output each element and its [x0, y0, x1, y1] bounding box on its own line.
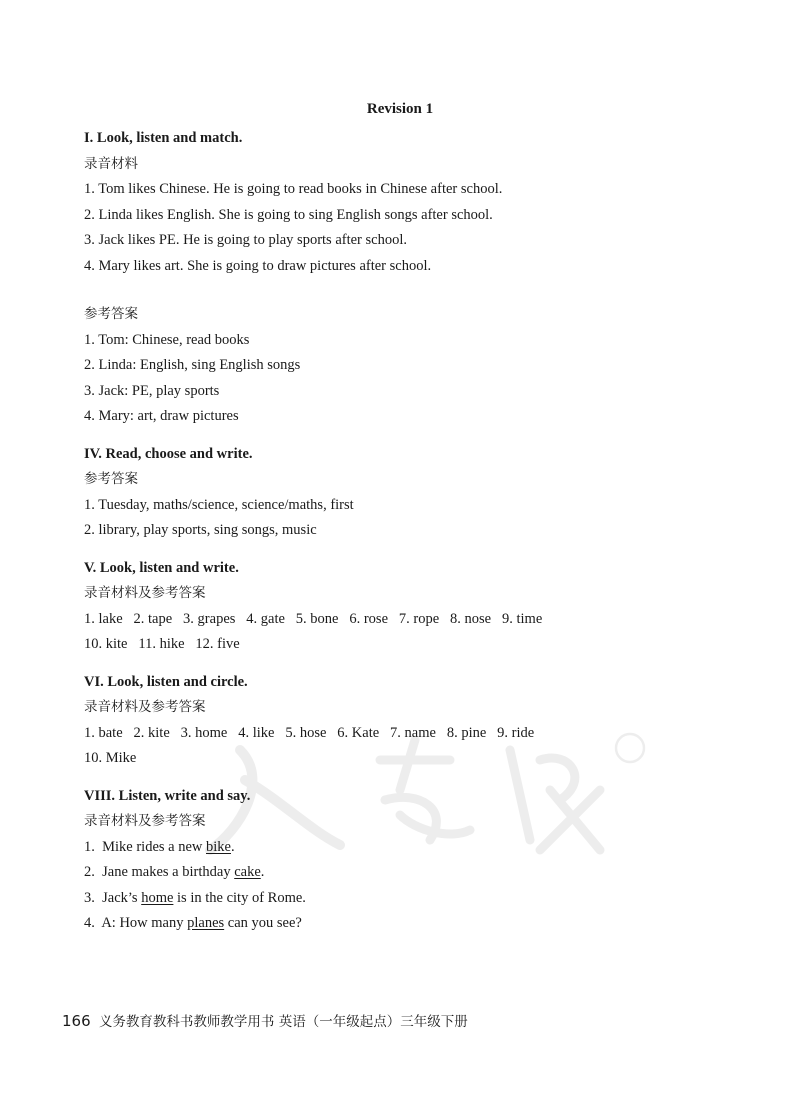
underlined-answer: home: [141, 889, 174, 906]
underlined-answer: planes: [187, 915, 225, 931]
content-line: [84, 912, 724, 938]
section-heading: VI. Look, listen and circle.: [84, 673, 248, 690]
content-line: 10. Mike: [84, 750, 137, 766]
content-line: 1. lake 2. tape 3. grapes 4. gate 5. bone 6. rose 7. rope 8. nose 9. time: [84, 610, 543, 627]
content-line: 1. Tuesday, maths/science, science/maths, first: [84, 496, 354, 513]
page-title: Revision 1: [366, 101, 434, 117]
line-text: is in the city of Rome.: [173, 889, 306, 906]
section-sublabel: 录音材料: [84, 155, 138, 172]
line-text: can you see?: [224, 915, 302, 931]
line-text: 4. A: How many: [84, 915, 188, 931]
content-line: 1. Tom likes Chinese. He is going to read books in Chinese after school.: [84, 181, 503, 197]
page-footer: [62, 1010, 468, 1030]
section-sublabel: 参考答案: [84, 471, 138, 487]
line-text: 1. Mike rides a new: [84, 838, 207, 855]
underlined-answer: cake: [234, 864, 261, 880]
section-heading: I. Look, listen and match.: [84, 130, 243, 146]
section-heading: VIII. Listen, write and say.: [84, 787, 251, 804]
book-title: 义务教育教科书教师教学用书 英语（一年级起点）三年级下册: [98, 1014, 468, 1030]
content-line: [84, 836, 724, 862]
content-line: 2. library, play sports, sing songs, music: [84, 522, 317, 538]
content-line: 3. Jack likes PE. He is going to play sports after school.: [84, 232, 407, 248]
underlined-answer: bike: [206, 838, 231, 855]
line-text: 3. Jack’s: [84, 889, 142, 906]
section-8: [84, 785, 724, 938]
content-line: 1. Tom: Chinese, read books: [84, 331, 250, 348]
page-number: 166: [62, 1012, 91, 1030]
section-sublabel: 录音材料及参考答案: [84, 813, 206, 829]
section-1: [84, 127, 724, 431]
content-line: 10. kite 11. hike 12. five: [84, 636, 240, 652]
content-line: 1. bate 2. kite 3. home 4. like 5. hose 6. Kate 7. name 8. pine 9. ride: [84, 724, 535, 741]
section-sublabel: 录音材料及参考答案: [84, 585, 206, 601]
line-text: 2. Jane makes a birthday: [84, 864, 235, 880]
section-heading: IV. Read, choose and write.: [84, 445, 253, 462]
section-heading: V. Look, listen and write.: [84, 559, 239, 576]
section-6: [84, 671, 724, 773]
content-line: 2. Linda: English, sing English songs: [84, 357, 301, 373]
content-line: 2. Linda likes English. She is going to sing English songs after school.: [84, 206, 493, 223]
content-line: [84, 861, 724, 887]
section-sublabel: 录音材料及参考答案: [84, 699, 206, 715]
content-line: 4. Mary likes art. She is going to draw pictures after school.: [84, 257, 432, 274]
content-line: 4. Mary: art, draw pictures: [84, 408, 239, 424]
content-line: 3. Jack: PE, play sports: [84, 382, 220, 399]
content-line: [84, 887, 724, 913]
section-sublabel: 参考答案: [84, 306, 138, 322]
section-5: [84, 557, 724, 659]
line-text: .: [230, 838, 235, 855]
answer-key-content: [84, 127, 724, 938]
line-text: .: [260, 864, 265, 880]
section-4: [84, 443, 724, 545]
